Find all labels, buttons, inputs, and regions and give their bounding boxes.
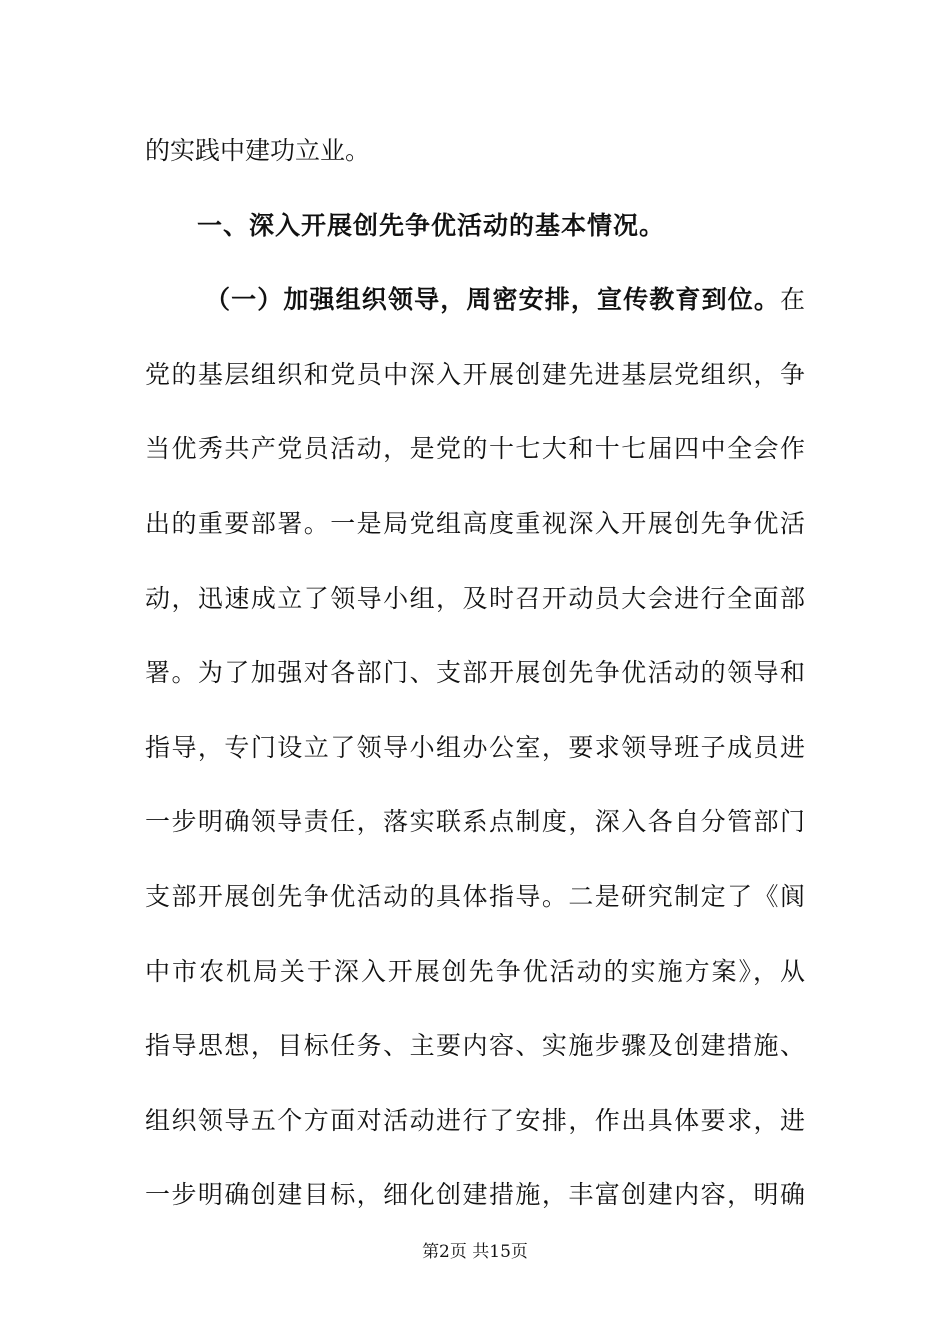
paragraph-line: 动，迅速成立了领导小组，及时召开动员大会进行全面部	[145, 583, 805, 613]
paragraph-line: 指导，专门设立了领导小组办公室，要求领导班子成员进	[145, 732, 805, 762]
paragraph-line: 中市农机局关于深入开展创先争优活动的实施方案》，从	[145, 956, 805, 986]
paragraph-line: 当优秀共产党员活动，是党的十七大和十七届四中全会作	[145, 434, 805, 464]
paragraph-line: 一步明确创建目标，细化创建措施，丰富创建内容，明确	[145, 1180, 805, 1210]
paragraph-text: 在	[779, 285, 805, 315]
document-body	[145, 126, 805, 1245]
subsection-heading: （一）加强组织领导，周密安排，宣传教育到位。	[205, 285, 780, 315]
page-number-footer: 第2页 共15页	[422, 1242, 528, 1262]
paragraph-line: 党的基层组织和党员中深入开展创建先进基层党组织，争	[145, 359, 805, 389]
paragraph-line: 出的重要部署。一是局党组高度重视深入开展创先争优活	[145, 508, 805, 538]
paragraph-line: 一步明确领导责任，落实联系点制度，深入各自分管部门	[145, 807, 805, 837]
paragraph-line: 指导思想，目标任务、主要内容、实施步骤及创建措施、	[145, 1031, 805, 1061]
paragraph-line: 署。为了加强对各部门、支部开展创先争优活动的领导和	[145, 658, 805, 688]
section-heading: 一、深入开展创先争优活动的基本情况。	[197, 210, 666, 240]
paragraph-line: 组织领导五个方面对活动进行了安排，作出具体要求，进	[145, 1105, 805, 1135]
paragraph-line: 支部开展创先争优活动的具体指导。二是研究制定了《阆	[145, 881, 805, 911]
subsection-heading-line	[145, 275, 805, 350]
paragraph-line: 的实践中建功立业。	[145, 136, 371, 165]
